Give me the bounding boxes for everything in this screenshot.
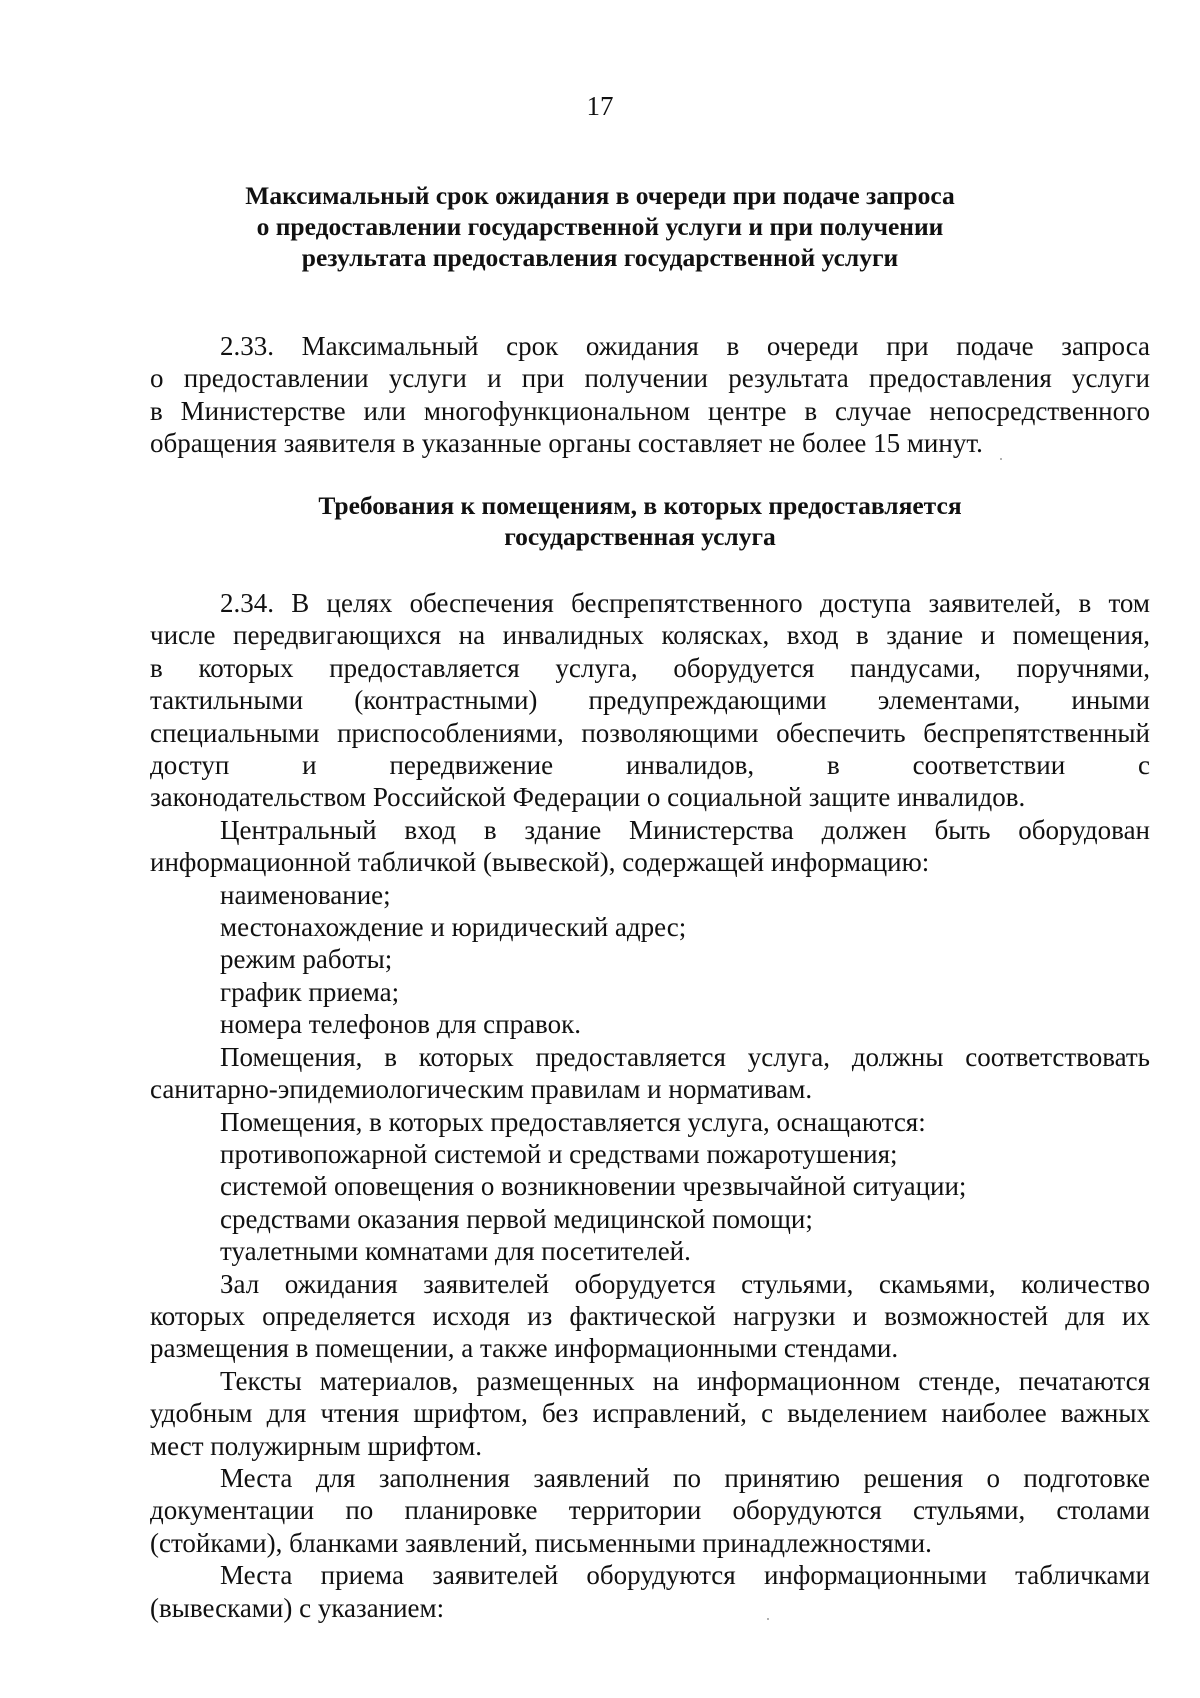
paragraph-equipped-intro: Помещения, в которых предоставляется услуга, оснащаются: (220, 1106, 926, 1137)
text-line: Места для заполнения заявлений по принятию решения о подготовке (220, 1462, 1150, 1493)
text-line: которых определяется исходя из фактической нагрузки и возможностей для их (150, 1300, 1150, 1331)
list-item: местонахождение и юридический адрес; (220, 912, 687, 943)
paragraph-stand-texts (150, 1365, 1150, 1462)
paragraph-application-places (150, 1462, 1150, 1559)
scan-speck (767, 1618, 769, 1620)
heading-line: результата предоставления государственной услуги (301, 243, 899, 272)
text-line: Тексты материалов, размещенных на информационном стенде, печатаются (220, 1365, 1150, 1396)
list-item: график приема; (220, 976, 400, 1007)
paragraph-waiting-hall (150, 1268, 1150, 1365)
text-line: санитарно-эпидемиологическим правилам и нормативам. (150, 1074, 813, 1105)
text-line: 2.33. Максимальный срок ожидания в очереди при подаче запроса (220, 331, 1150, 361)
list-item: туалетными комнатами для посетителей. (220, 1236, 691, 1267)
list-item: противопожарной системой и средствами пожаротушения; (220, 1138, 898, 1169)
list-item: номера телефонов для справок. (220, 1009, 581, 1040)
text-line: (вывесками) с указанием: (150, 1592, 445, 1623)
text-line: обращения заявителя в указанные органы составляет не более 15 минут. (150, 428, 983, 459)
list-item: системой оповещения о возникновении чрезвычайной ситуации; (220, 1171, 967, 1202)
paragraph-2-34 (150, 587, 1150, 814)
heading-line: Требования к помещениям, в которых предоставляется (318, 491, 962, 520)
section-body-premises (150, 587, 1150, 1624)
text-line: мест полужирным шрифтом. (150, 1430, 483, 1461)
paragraph-sanitary (150, 1041, 1150, 1106)
text-line: о предоставлении услуги и при получении результата предоставления услуги (150, 363, 1150, 394)
section-body-queue-time (150, 330, 1150, 460)
text-line: размещения в помещении, а также информационными стендами. (150, 1333, 899, 1364)
text-line: тактильными (контрастными) предупреждающими элементами, иными (150, 685, 1150, 716)
text-line: Помещения, в которых предоставляется услуга, должны соответствовать (220, 1041, 1150, 1072)
text-line: Центральный вход в здание Министерства должен быть оборудован (220, 814, 1150, 845)
text-line: числе передвигающихся на инвалидных колясках, вход в здание и помещения, (150, 620, 1150, 651)
paragraph-central-entrance (150, 814, 1150, 879)
section-heading-premises (260, 490, 1020, 552)
heading-line: о предоставлении государственной услуги и при получении (256, 212, 944, 241)
text-line: документации по планировке территории оборудуются стульями, столами (150, 1495, 1150, 1526)
text-line: (стойками), бланками заявлений, письменными принадлежностями. (150, 1527, 932, 1558)
heading-line: Максимальный срок ожидания в очереди при подаче запроса (245, 181, 955, 210)
list-item: средствами оказания первой медицинской помощи; (220, 1203, 813, 1234)
text-line: в Министерстве или многофункциональном центре в случае непосредственного (150, 395, 1150, 426)
list-item: наименование; (220, 879, 391, 910)
heading-line: государственная услуга (504, 522, 776, 551)
text-line: доступ и передвижение инвалидов, в соответствии с (150, 750, 1150, 781)
text-line: Места приема заявителей оборудуются информационными табличками (220, 1560, 1150, 1591)
text-line: законодательством Российской Федерации о социальной защите инвалидов. (150, 782, 1026, 813)
text-line: Зал ожидания заявителей оборудуется стульями, скамьями, количество (220, 1268, 1150, 1299)
page-number: 17 (586, 91, 614, 121)
paragraph-2-33 (150, 330, 1150, 460)
list-item: режим работы; (220, 944, 393, 975)
scan-speck (1000, 458, 1002, 460)
text-line: 2.34. В целях обеспечения беспрепятственного доступа заявителей, в том (220, 588, 1150, 618)
paragraph-reception-places (150, 1559, 1150, 1624)
text-line: в которых предоставляется услуга, оборудуется пандусами, поручнями, (150, 652, 1150, 683)
section-heading-queue-time (150, 180, 1050, 273)
text-line: удобным для чтения шрифтом, без исправлений, с выделением наиболее важных (150, 1398, 1150, 1429)
text-line: информационной табличкой (вывеской), содержащей информацию: (150, 847, 930, 878)
text-line: специальными приспособлениями, позволяющими обеспечить беспрепятственный (150, 717, 1150, 748)
